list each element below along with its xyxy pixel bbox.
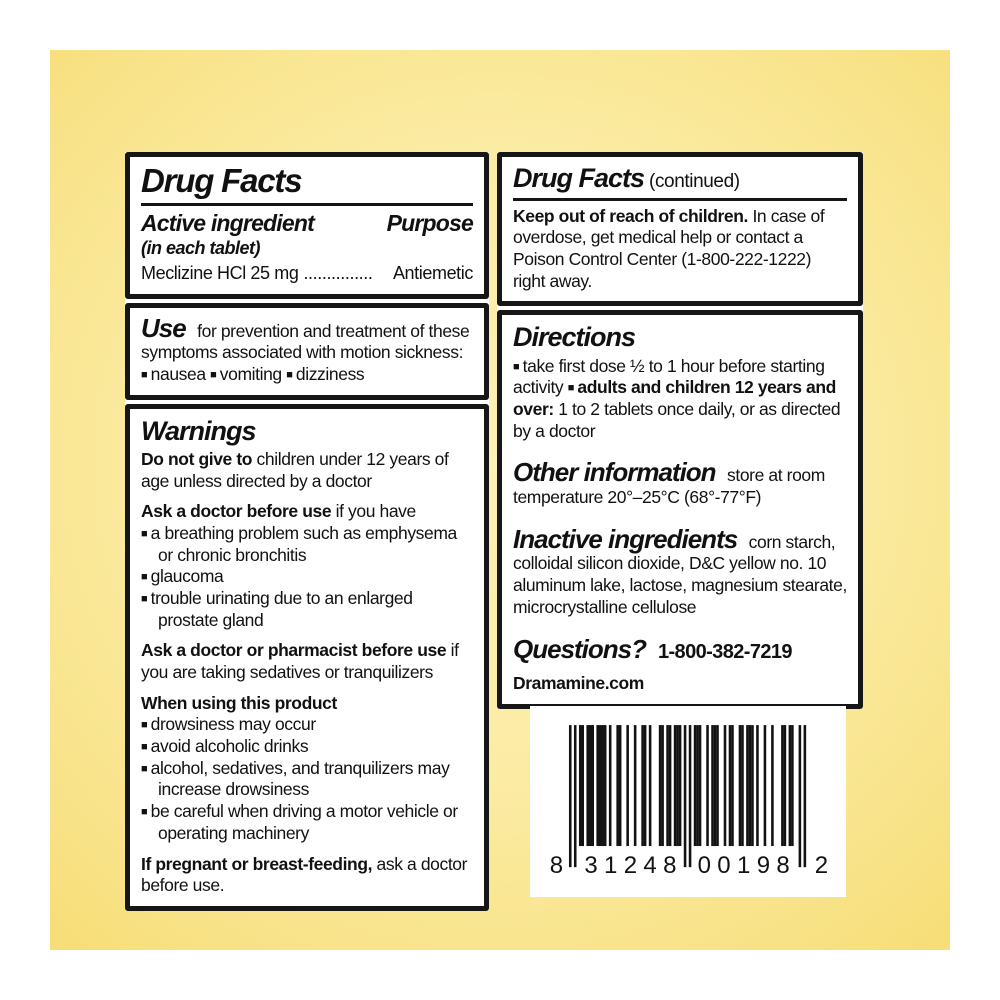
text-segment: trouble urinating due to an enlarged prostate gland — [150, 587, 413, 630]
bullet-list — [141, 523, 473, 631]
barcode-panel — [530, 706, 846, 897]
text-segment: ask a doctor before use. — [141, 853, 468, 896]
text-segment: take first dose ½ to 1 hour before starting activity — [513, 355, 825, 398]
text-segment: 1-800-382-7219 — [653, 640, 792, 663]
bullet-square-icon: ■ — [141, 527, 148, 540]
paragraph — [513, 523, 847, 619]
text-segment: children under 12 years of age unless directed by a doctor — [141, 448, 449, 491]
inline-heading: Use — [141, 312, 186, 343]
ingredient-purpose-header — [141, 211, 473, 236]
text-segment: Dramamine.com — [513, 673, 644, 694]
inline-heading: Other information — [513, 457, 716, 488]
warnings-box — [125, 404, 489, 911]
text-segment: vomiting — [219, 363, 282, 384]
drug-facts-left-column — [125, 152, 489, 905]
section-heading: Warnings — [141, 415, 256, 446]
drug-facts-continued-title — [513, 164, 847, 194]
text-segment: Keep out of reach of children. — [513, 205, 748, 226]
text-segment: for prevention and treatment of these symptoms associated with motion sickness: — [141, 320, 470, 363]
text-segment: if you have — [335, 501, 416, 522]
text-segment: glaucoma — [150, 566, 224, 587]
bullet-square-icon: ■ — [141, 719, 148, 732]
barcode-digits: 31248 — [584, 851, 677, 877]
drug-facts-right-column — [497, 152, 863, 694]
bullet-square-icon: ■ — [141, 592, 148, 605]
barcode-digits: 2 — [814, 851, 829, 877]
bullet-item — [141, 714, 473, 736]
bullet-square-icon: ■ — [513, 360, 520, 373]
drug-facts-header-box — [125, 152, 489, 299]
text-segment: avoid alcoholic drinks — [150, 736, 309, 757]
directions-content — [513, 322, 847, 695]
text-segment: corn starch, colloidal silicon dioxide, D&C yellow no. 10 aluminum lake, lactose, magnesium stearate, microcrystalline cellulose — [513, 531, 847, 617]
paragraph — [141, 693, 473, 715]
text-segment: be careful when driving a motor vehicle or operating machinery — [150, 801, 458, 843]
text-segment: store at room temperature 20°–25°C (68°-77°F) — [513, 465, 825, 508]
text-segment: In case of overdose, get medical help or contact a Poison Control Center (1-800-222-1222) right away. — [513, 205, 825, 291]
bullet-item — [141, 566, 473, 588]
label-background — [50, 50, 950, 950]
title-rule — [141, 203, 473, 206]
text-segment: alcohol, sedatives, and tranquilizers may increase drowsiness — [150, 757, 450, 800]
text-segment: When using this product — [141, 692, 337, 713]
barcode-digits: 00198 — [697, 851, 790, 877]
text-segment: nausea — [150, 363, 206, 384]
paragraph — [513, 206, 847, 293]
bullet-square-icon: ■ — [567, 382, 575, 395]
bullet-square-icon: ■ — [141, 741, 148, 754]
bullet-list — [141, 714, 473, 844]
keep-out-of-reach-content — [513, 206, 847, 293]
paragraph — [141, 854, 473, 897]
paragraph — [141, 501, 473, 523]
bullet-square-icon: ■ — [141, 368, 148, 381]
bullet-square-icon: ■ — [141, 806, 148, 819]
text-segment: Ask a doctor before use — [141, 501, 336, 522]
text-segment: if you are taking sedatives or tranquilizers — [141, 640, 459, 683]
bullet-square-icon: ■ — [210, 368, 217, 381]
text-segment: a breathing problem such as emphysema or chronic bronchitis — [150, 522, 457, 565]
bullet-item — [141, 801, 473, 844]
barcode-digits: 8 — [549, 851, 564, 877]
bullet-square-icon: ■ — [141, 571, 148, 584]
active-ingredient-heading: Active ingredient — [141, 209, 314, 236]
drug-facts-title: Drug Facts — [141, 162, 302, 199]
in-each-tablet-label: (in each tablet) — [141, 237, 261, 258]
text-segment: Ask a doctor or pharmacist before use — [141, 640, 451, 661]
paragraph — [513, 673, 847, 695]
upc-barcode — [544, 721, 832, 877]
bullet-item — [141, 736, 473, 758]
warnings-content — [141, 416, 473, 897]
text-segment: dizziness — [295, 363, 365, 384]
use-box — [125, 303, 489, 400]
text-segment: If pregnant or breast-feeding, — [141, 853, 373, 874]
paragraph — [513, 356, 847, 443]
inline-heading: Questions? — [513, 633, 647, 664]
paragraph — [513, 459, 847, 508]
purpose-heading: Purpose — [386, 209, 473, 236]
text-segment: Do not give to — [141, 448, 257, 469]
inline-heading: Inactive ingredients — [513, 523, 738, 554]
continued-title-text: Drug Facts — [513, 163, 645, 193]
purpose-value: Antiemetic — [392, 263, 473, 284]
use-content — [141, 312, 473, 386]
drug-facts-continued-box — [497, 152, 863, 306]
paragraph — [141, 640, 473, 683]
bullet-item — [141, 758, 473, 801]
bullet-item — [141, 523, 473, 566]
ingredient-row — [141, 262, 473, 284]
dot-leader: ............... — [303, 263, 373, 284]
continued-label: (continued) — [649, 171, 740, 192]
bullet-item — [141, 588, 473, 631]
directions-box — [497, 310, 863, 709]
continued-title-rule — [513, 198, 847, 201]
ingredient-name: Meclizine HCl 25 mg — [141, 263, 299, 284]
text-segment: 1 to 2 tablets once daily, or as directed by a doctor — [513, 399, 841, 441]
bullet-square-icon: ■ — [286, 368, 293, 381]
paragraph — [141, 312, 473, 386]
paragraph — [141, 449, 473, 492]
paragraph — [513, 633, 847, 665]
section-heading: Directions — [513, 322, 636, 353]
bullet-square-icon: ■ — [141, 762, 148, 775]
text-segment: drowsiness may occur — [150, 714, 316, 735]
text-segment: adults and children 12 years and over: — [513, 377, 836, 420]
